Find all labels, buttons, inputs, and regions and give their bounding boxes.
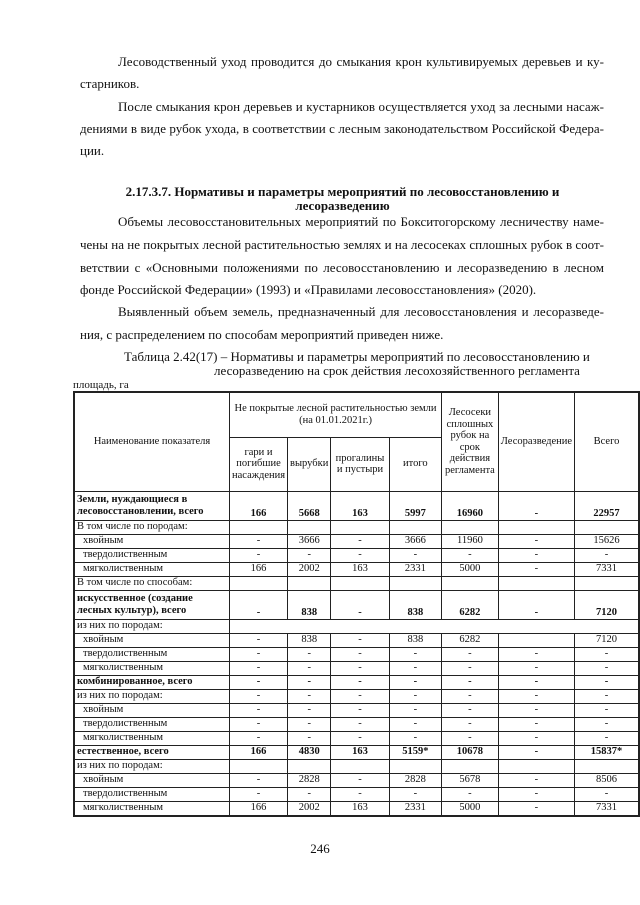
value-cell: - — [331, 534, 389, 548]
value-cell: - — [442, 703, 499, 717]
table-row — [74, 661, 639, 675]
value-cell: 2002 — [288, 801, 331, 816]
value-cell: - — [442, 689, 499, 703]
value-cell: - — [288, 661, 331, 675]
value-cell: - — [389, 548, 441, 562]
value-cell: - — [288, 675, 331, 689]
value-cell: 5668 — [288, 491, 331, 520]
value-cell: 15837* — [575, 745, 639, 759]
text-line: дениями в виде рубок ухода, в соответствии с лесным законодательством Российской Федера- — [80, 121, 604, 136]
value-cell: - — [288, 548, 331, 562]
row-label: хвойным — [74, 703, 230, 717]
value-cell: - — [498, 717, 574, 731]
row-label: твердолиственным — [74, 717, 230, 731]
value-cell: - — [230, 675, 288, 689]
header-cutting-areas: Лесосеки сплошных рубок на срок действия регламента — [442, 392, 499, 491]
value-cell: - — [389, 675, 441, 689]
value-cell: 838 — [288, 633, 331, 647]
value-cell: - — [288, 787, 331, 801]
value-cell: - — [331, 703, 389, 717]
row-label: твердолиственным — [74, 647, 230, 661]
value-cell: 10678 — [442, 745, 499, 759]
text-line: Выявленный объем земель, предназначенный для лесовосстановления и лесоразведе- — [118, 304, 604, 319]
value-cell: - — [575, 548, 639, 562]
value-cell: - — [442, 548, 499, 562]
value-cell: - — [230, 787, 288, 801]
value-cell: - — [575, 661, 639, 675]
value-cell: - — [331, 689, 389, 703]
row-label: твердолиственным — [74, 548, 230, 562]
value-cell: - — [331, 675, 389, 689]
table-row — [74, 745, 639, 759]
table-row — [74, 675, 639, 689]
value-cell: - — [389, 689, 441, 703]
header-burnt: гари и погибшие насаждения — [230, 437, 288, 491]
value-cell: 2331 — [389, 562, 441, 576]
table-row — [74, 731, 639, 745]
table-row — [74, 787, 639, 801]
value-cell: 163 — [331, 801, 389, 816]
text-line: старников. — [80, 76, 140, 91]
value-cell: 5678 — [442, 773, 499, 787]
value-cell: 166 — [230, 745, 288, 759]
value-cell: - — [575, 787, 639, 801]
header-afforestation: Лесоразведение — [498, 392, 574, 491]
text-line: чены на не покрытых лесной растительностью землях и на лесосеках сплошных рубок в соот- — [80, 237, 604, 252]
empty-cell — [230, 759, 288, 773]
value-cell: 166 — [230, 491, 288, 520]
value-cell: - — [498, 787, 574, 801]
row-label: хвойным — [74, 633, 230, 647]
value-cell: - — [331, 787, 389, 801]
value-cell: - — [498, 745, 574, 759]
value-cell: - — [331, 717, 389, 731]
value-cell: 15626 — [575, 534, 639, 548]
value-cell: - — [498, 661, 574, 675]
header-total: Всего — [575, 392, 639, 491]
value-cell: - — [498, 703, 574, 717]
value-cell: - — [389, 717, 441, 731]
value-cell: 5997 — [389, 491, 441, 520]
value-cell: - — [331, 647, 389, 661]
value-cell: - — [498, 548, 574, 562]
value-cell: 3666 — [389, 534, 441, 548]
row-label: твердолиственным — [74, 787, 230, 801]
text-line: ции. — [80, 143, 105, 158]
value-cell: - — [288, 689, 331, 703]
table-row — [74, 773, 639, 787]
empty-cell — [442, 759, 499, 773]
value-cell: 11960 — [442, 534, 499, 548]
value-cell: - — [230, 689, 288, 703]
value-cell: - — [288, 731, 331, 745]
value-cell: 2331 — [389, 801, 441, 816]
value-cell: 166 — [230, 801, 288, 816]
table-row — [74, 689, 639, 703]
value-cell: - — [331, 548, 389, 562]
value-cell: - — [575, 703, 639, 717]
value-cell: 22957 — [575, 491, 639, 520]
value-cell: - — [442, 717, 499, 731]
value-cell — [498, 633, 574, 647]
row-label: хвойным — [74, 534, 230, 548]
value-cell: 7331 — [575, 801, 639, 816]
reforestation-table — [73, 391, 640, 817]
heading-line: 2.17.3.7. Нормативы и параметры мероприятий по лесовосстановлению и — [125, 184, 560, 199]
empty-cell — [389, 520, 441, 534]
value-cell: 7120 — [575, 590, 639, 619]
value-cell: 2828 — [389, 773, 441, 787]
table-row — [74, 759, 639, 773]
value-cell: - — [498, 647, 574, 661]
text-line: Лесоводственный уход проводится до смыкания крон культивируемых деревьев и ку- — [118, 54, 604, 69]
empty-cell — [575, 576, 639, 590]
table-row — [74, 647, 639, 661]
empty-cell — [230, 520, 288, 534]
value-cell: - — [575, 647, 639, 661]
text-line: После смыкания крон деревьев и кустарников осуществляется уход за лесными насаж- — [118, 99, 604, 114]
header-subtotal: итого — [389, 437, 441, 491]
value-cell: - — [230, 647, 288, 661]
value-cell: - — [442, 647, 499, 661]
caption-line: Таблица 2.42(17) – Нормативы и параметры мероприятий по лесовосстановлению и — [124, 349, 590, 364]
units-label: площадь, га — [73, 379, 129, 391]
value-cell: - — [389, 703, 441, 717]
empty-cell — [288, 576, 331, 590]
value-cell: - — [288, 717, 331, 731]
value-cell: - — [498, 534, 574, 548]
value-cell: - — [230, 590, 288, 619]
value-cell: 7331 — [575, 562, 639, 576]
value-cell: - — [230, 703, 288, 717]
empty-cell — [288, 520, 331, 534]
value-cell: 166 — [230, 562, 288, 576]
row-label: мягколиственным — [74, 731, 230, 745]
empty-cell — [575, 520, 639, 534]
page-number: 246 — [310, 841, 330, 856]
value-cell: 6282 — [442, 633, 499, 647]
value-cell: - — [498, 562, 574, 576]
text-line: ния, с распределением по способам мероприятий приведен ниже. — [80, 327, 444, 342]
value-cell: - — [230, 773, 288, 787]
row-label: В том числе по породам: — [74, 520, 230, 534]
row-label: В том числе по способам: — [74, 576, 230, 590]
row-label: комбинированное, всего — [74, 675, 230, 689]
value-cell: - — [575, 675, 639, 689]
value-cell: - — [575, 731, 639, 745]
value-cell: - — [575, 717, 639, 731]
header-name: Наименование показателя — [74, 392, 230, 491]
row-label: из них по породам: — [74, 759, 230, 773]
value-cell: - — [442, 731, 499, 745]
value-cell: - — [498, 590, 574, 619]
value-cell: 163 — [331, 562, 389, 576]
value-cell: 2002 — [288, 562, 331, 576]
value-cell: - — [498, 491, 574, 520]
empty-cell — [288, 759, 331, 773]
value-cell: 838 — [389, 590, 441, 619]
header-group-unforested: Не покрытые лесной растительностью земли (на 01.01.2021г.) — [230, 392, 442, 437]
text-line: ветствии с «Основными положениями по лесовосстановлению и лесоразведению в лесном — [80, 260, 604, 275]
value-cell: - — [389, 787, 441, 801]
table-row — [74, 491, 639, 520]
heading-line: лесоразведению — [295, 198, 390, 213]
table-row — [74, 703, 639, 717]
value-cell: - — [331, 661, 389, 675]
value-cell: - — [331, 633, 389, 647]
value-cell: - — [230, 661, 288, 675]
table-row — [74, 619, 639, 633]
empty-cell — [498, 576, 574, 590]
value-cell: 16960 — [442, 491, 499, 520]
value-cell: - — [498, 689, 574, 703]
value-cell: 3666 — [288, 534, 331, 548]
empty-cell — [442, 520, 499, 534]
row-label: из них по породам: — [74, 689, 230, 703]
value-cell: 838 — [288, 590, 331, 619]
row-label: из них по породам: — [74, 619, 230, 633]
value-cell: 838 — [389, 633, 441, 647]
table-row — [74, 534, 639, 548]
row-label: хвойным — [74, 773, 230, 787]
value-cell: - — [331, 590, 389, 619]
value-cell: - — [230, 717, 288, 731]
header-glades: прогалины и пустыри — [331, 437, 389, 491]
empty-cell — [498, 520, 574, 534]
table-row — [74, 590, 639, 619]
empty-cell — [331, 520, 389, 534]
value-cell: - — [288, 703, 331, 717]
value-cell: 5159* — [389, 745, 441, 759]
empty-cell — [498, 759, 574, 773]
value-cell: 2828 — [288, 773, 331, 787]
value-cell: - — [498, 675, 574, 689]
value-cell: - — [442, 675, 499, 689]
value-cell: 6282 — [442, 590, 499, 619]
value-cell: - — [331, 731, 389, 745]
value-cell: - — [331, 773, 389, 787]
table-row — [74, 717, 639, 731]
value-cell: - — [498, 801, 574, 816]
value-cell: - — [498, 731, 574, 745]
table-row — [74, 633, 639, 647]
value-cell: - — [288, 647, 331, 661]
value-cell: - — [230, 534, 288, 548]
value-cell: - — [230, 731, 288, 745]
table-row — [74, 562, 639, 576]
value-cell: - — [442, 787, 499, 801]
table-body — [74, 491, 639, 816]
table-row — [74, 548, 639, 562]
value-cell: - — [230, 633, 288, 647]
value-cell: 163 — [331, 745, 389, 759]
value-cell: - — [498, 773, 574, 787]
header-clearcuts: вырубки — [288, 437, 331, 491]
empty-cell — [389, 759, 441, 773]
row-label: мягколиственным — [74, 562, 230, 576]
empty-cell — [230, 576, 288, 590]
value-cell: 163 — [331, 491, 389, 520]
value-cell: 7120 — [575, 633, 639, 647]
empty-cell — [331, 576, 389, 590]
value-cell: 8506 — [575, 773, 639, 787]
value-cell: 5000 — [442, 562, 499, 576]
value-cell: - — [389, 661, 441, 675]
empty-cell — [389, 576, 441, 590]
value-cell: 5000 — [442, 801, 499, 816]
text-line: Объемы лесовосстановительных мероприятий по Бокситогорскому лесничеству наме- — [118, 214, 604, 229]
caption-line: лесоразведению на срок действия лесохозяйственного регламента — [214, 363, 580, 378]
value-cell: - — [442, 661, 499, 675]
empty-cell — [575, 759, 639, 773]
empty-cell — [230, 619, 640, 633]
row-label: естественное, всего — [74, 745, 230, 759]
row-label: мягколиственным — [74, 661, 230, 675]
table-row — [74, 520, 639, 534]
row-label: Земли, нуждающиеся в лесовосстановлении, всего — [74, 491, 230, 520]
empty-cell — [442, 576, 499, 590]
empty-cell — [331, 759, 389, 773]
value-cell: - — [575, 689, 639, 703]
table-row — [74, 801, 639, 816]
value-cell: - — [389, 731, 441, 745]
text-line: фонде Российской Федерации» (1993) и «Правилами лесовосстановления» (2020). — [80, 282, 537, 297]
value-cell: 4830 — [288, 745, 331, 759]
value-cell: - — [230, 548, 288, 562]
value-cell: - — [389, 647, 441, 661]
table-row — [74, 576, 639, 590]
row-label: мягколиственным — [74, 801, 230, 816]
row-label: искусственное (создание лесных культур), всего — [74, 590, 230, 619]
